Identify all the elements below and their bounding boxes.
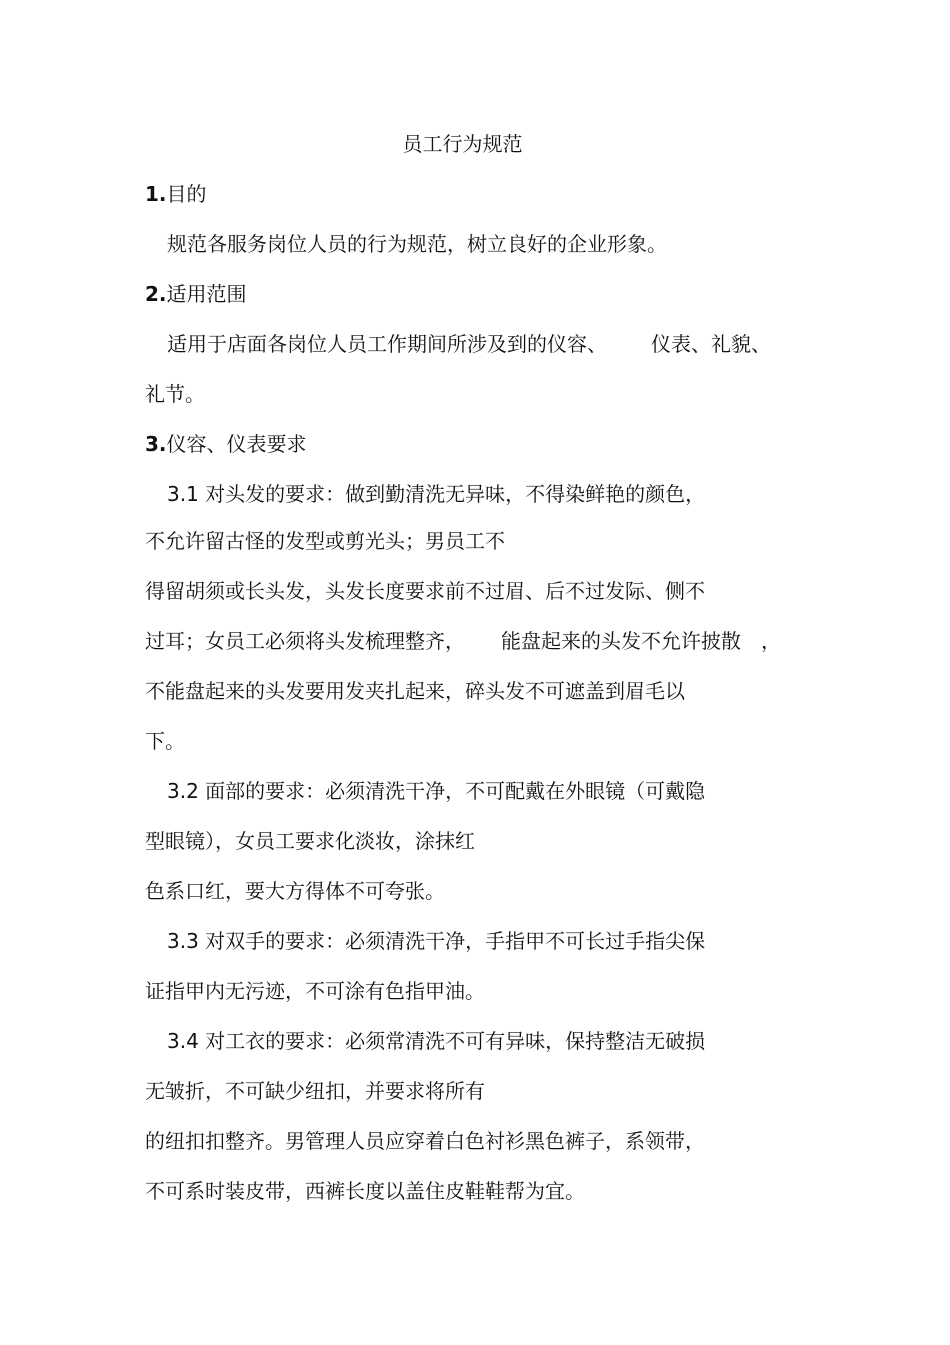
text-run: ， — [761, 629, 781, 653]
paragraph-line: 3.2 面部的要求：必须清洗干净，不可配戴在外眼镜（可戴隐 — [167, 779, 706, 803]
paragraph-line: 色系口红，要大方得体不可夸张。 — [145, 879, 445, 903]
section-heading-2 — [145, 280, 247, 308]
paragraph-line: 3.1 对头发的要求：做到勤清洗无异味，不得染鲜艳的颜色， — [167, 482, 706, 506]
document-title: 员工行为规范 — [402, 132, 523, 156]
paragraph-line: 礼节。 — [145, 382, 205, 406]
text-run: 能盘起来的头发不允许披散 — [501, 629, 741, 653]
paragraph-line: 不允许留古怪的发型或剪光头；男员工不 — [145, 529, 505, 553]
text-run: 过耳；女员工必须将头发梳理整齐， — [145, 629, 465, 653]
paragraph-line — [167, 330, 771, 358]
paragraph-line: 规范各服务岗位人员的行为规范，树立良好的企业形象。 — [167, 232, 667, 256]
text-run: 适用于店面各岗位人员工作期间所涉及到的仪容、 — [167, 332, 607, 356]
paragraph-line: 3.3 对双手的要求：必须清洗干净，手指甲不可长过手指尖保 — [167, 929, 706, 953]
paragraph-line: 不能盘起来的头发要用发夹扎起来，碎头发不可遮盖到眉毛以 — [145, 679, 685, 703]
paragraph-line: 得留胡须或长头发，头发长度要求前不过眉、后不过发际、侧不 — [145, 579, 705, 603]
text-run: 仪表、礼貌、 — [651, 332, 771, 356]
section-number: 1. — [145, 182, 167, 206]
paragraph-line: 不可系时装皮带，西裤长度以盖住皮鞋鞋帮为宜。 — [145, 1179, 585, 1203]
paragraph-line: 无皱折，不可缺少纽扣，并要求将所有 — [145, 1079, 485, 1103]
paragraph-line: 证指甲内无污迹，不可涂有色指甲油。 — [145, 979, 485, 1003]
section-title: 目的 — [166, 182, 207, 206]
paragraph-line: 3.4 对工衣的要求：必须常清洗不可有异味，保持整洁无破损 — [167, 1029, 706, 1053]
section-number: 2. — [145, 282, 167, 306]
paragraph-line: 下。 — [145, 729, 185, 753]
section-heading-1 — [145, 180, 207, 208]
section-title: 仪容、仪表要求 — [166, 432, 307, 456]
paragraph-line — [145, 627, 781, 655]
paragraph-line: 的纽扣扣整齐。男管理人员应穿着白色衬衫黑色裤子，系领带， — [145, 1129, 705, 1153]
paragraph-line: 型眼镜），女员工要求化淡妆，涂抹红 — [145, 829, 475, 853]
section-heading-3 — [145, 430, 307, 458]
section-number: 3. — [145, 432, 167, 456]
section-title: 适用范围 — [166, 282, 247, 306]
